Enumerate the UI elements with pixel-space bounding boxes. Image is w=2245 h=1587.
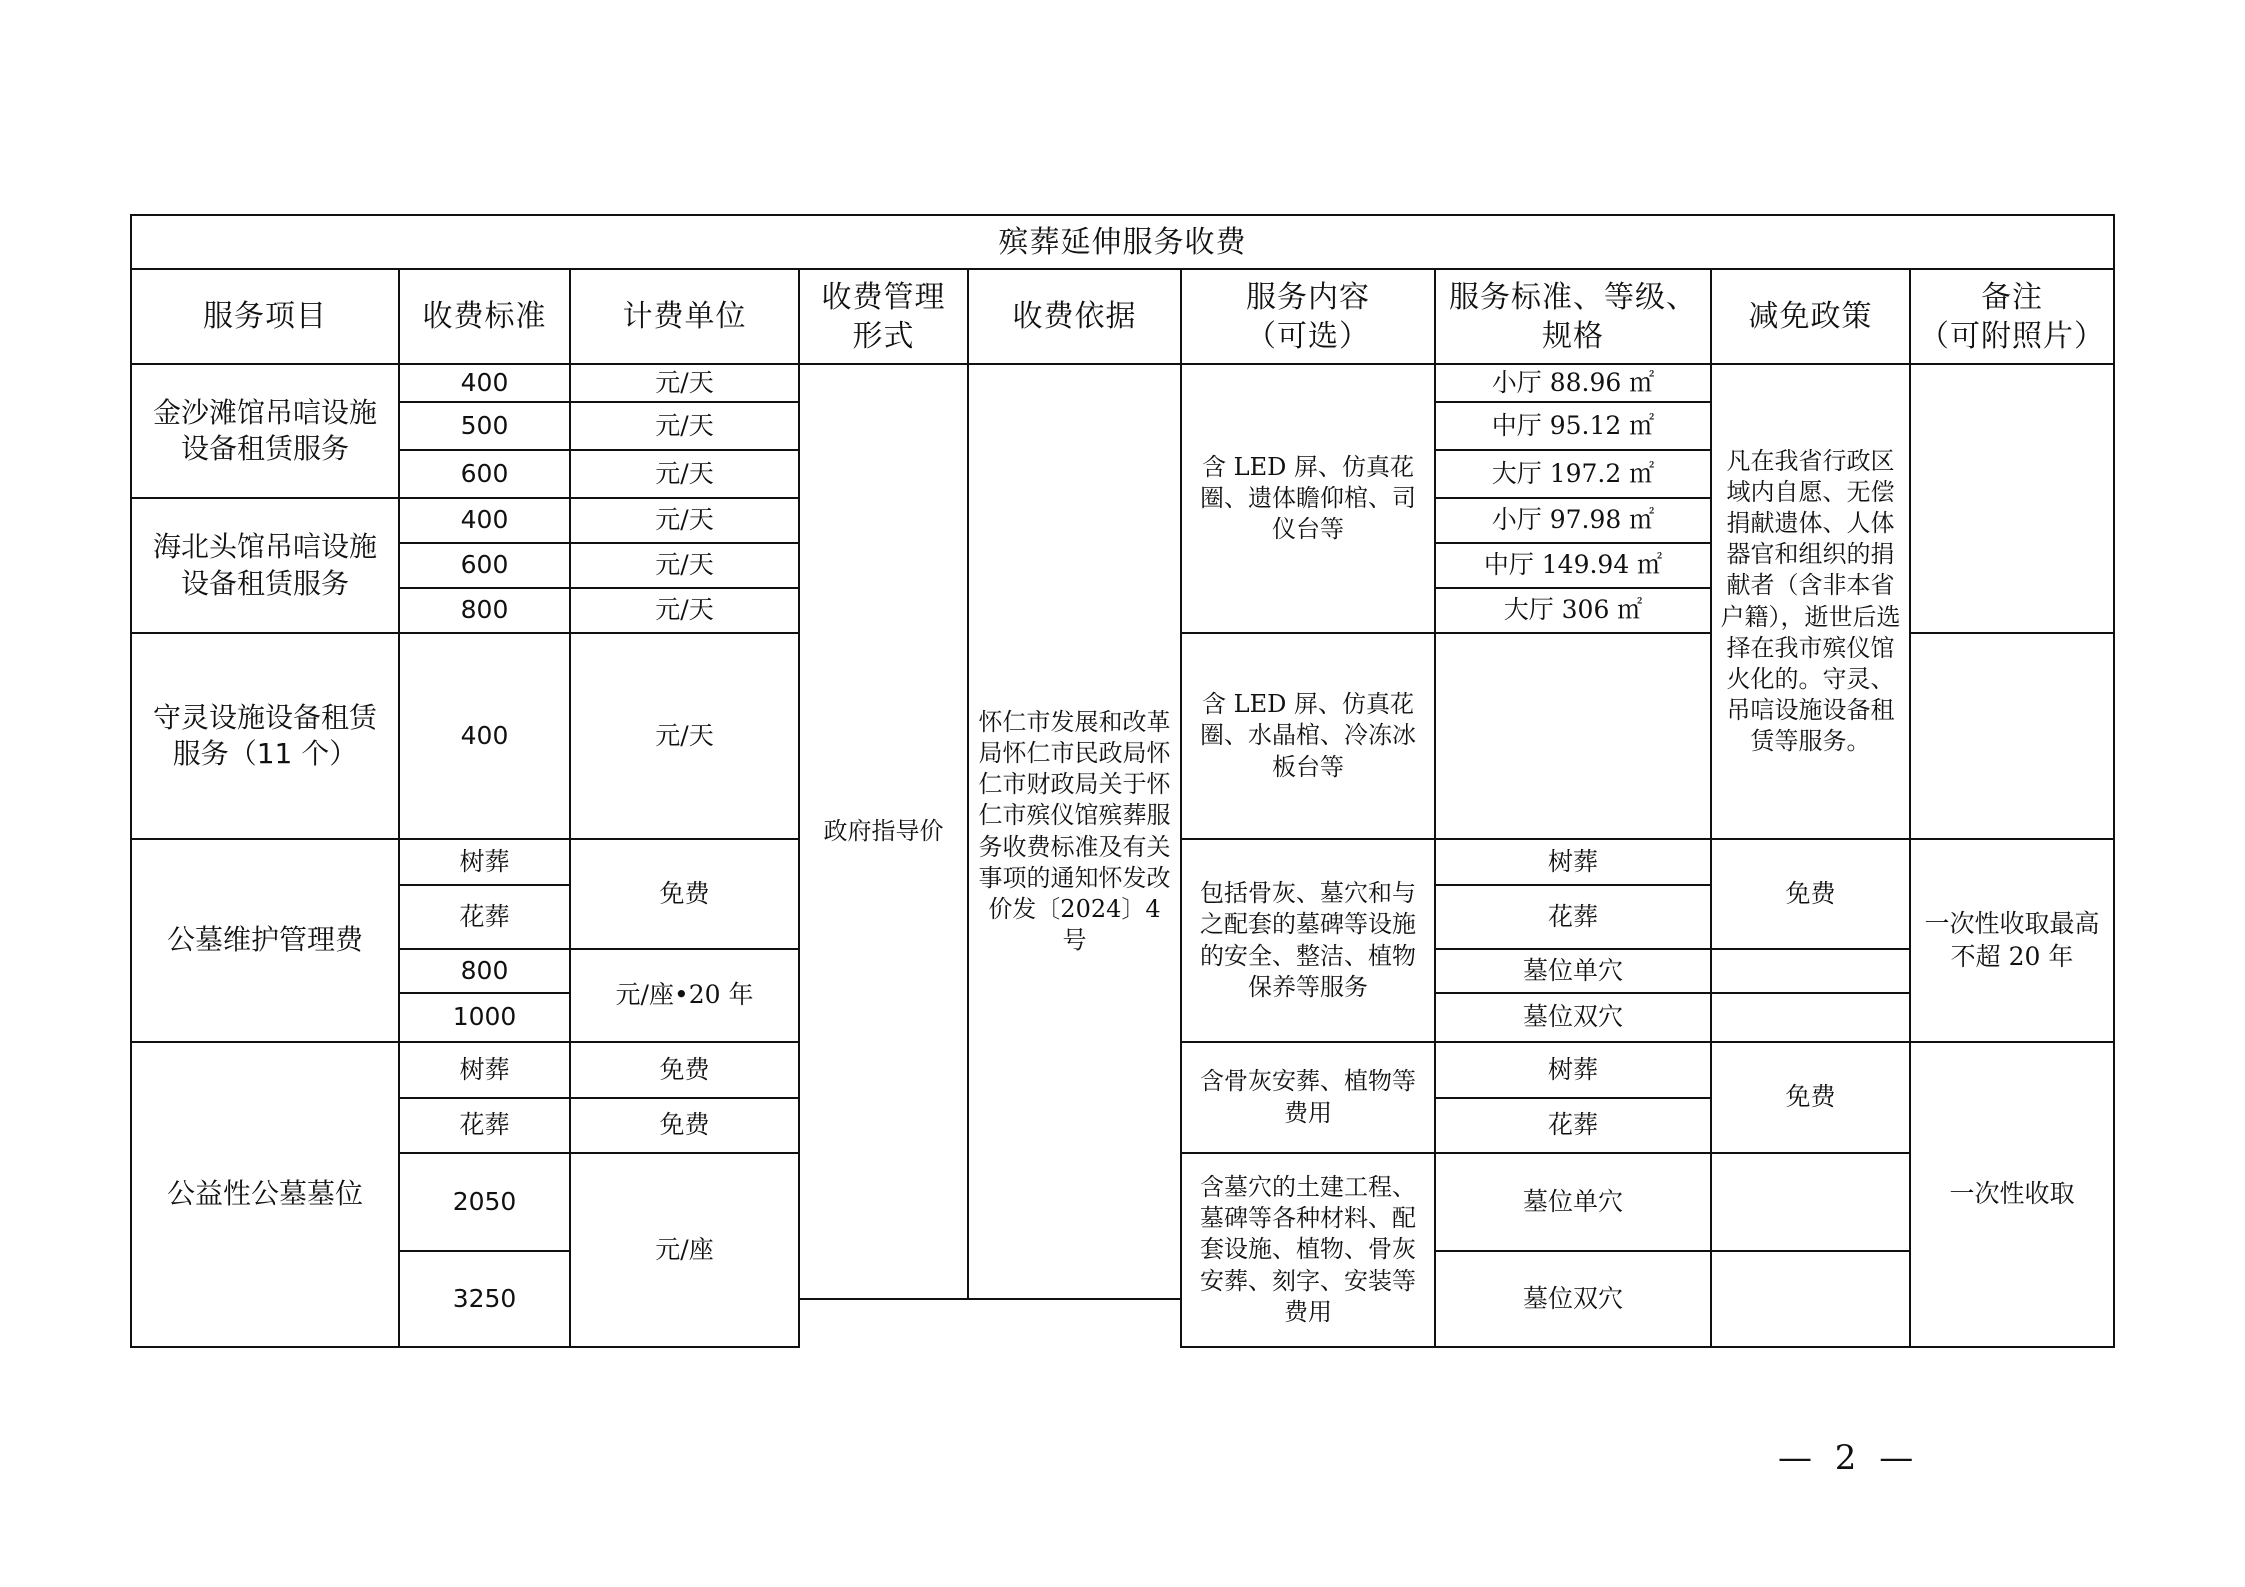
header-grade-line1: 服务标准、等级、 [1449, 279, 1697, 315]
unit-cell: 元/天 [570, 450, 799, 498]
price-cell: 600 [399, 450, 570, 498]
unit-cell: 元/天 [570, 498, 799, 543]
price-cell: 树葬 [399, 839, 570, 885]
unit-cell: 元/天 [570, 402, 799, 450]
spec-cell: 墓位双穴 [1435, 993, 1711, 1042]
fee-table [130, 214, 2115, 1348]
spec-cell: 小厅 97.98 ㎡ [1435, 498, 1711, 543]
spec-cell: 墓位单穴 [1435, 1153, 1711, 1251]
policy-empty-cell [1711, 993, 1910, 1042]
spec-cell: 花葬 [1435, 885, 1711, 949]
header-item: 服务项目 [131, 269, 399, 364]
price-cell: 800 [399, 949, 570, 993]
jinshatan-item: 金沙滩馆吊唁设施设备租赁服务 [131, 364, 399, 498]
maintenance-paid-unit: 元/座•20 年 [570, 949, 799, 1042]
publicgrave-item: 公益性公墓墓位 [131, 1042, 399, 1347]
header-content [1181, 269, 1435, 364]
header-remark-line2: （可附照片） [1919, 318, 2106, 354]
price-cell: 2050 [399, 1153, 570, 1251]
spec-cell: 中厅 149.94 ㎡ [1435, 543, 1711, 588]
price-cell: 树葬 [399, 1042, 570, 1098]
header-mgmt [799, 269, 968, 364]
unit-cell: 元/天 [570, 588, 799, 633]
header-grade [1435, 269, 1711, 364]
price-cell: 400 [399, 633, 570, 839]
publicgrave-grave-content: 含墓穴的土建工程、墓碑等各种材料、配套设施、植物、骨灰安葬、刻字、安装等费用 [1181, 1153, 1435, 1347]
header-unit: 计费单位 [570, 269, 799, 364]
spec-cell: 中厅 95.12 ㎡ [1435, 402, 1711, 450]
price-cell: 1000 [399, 993, 570, 1042]
maintenance-item: 公墓维护管理费 [131, 839, 399, 1042]
header-mgmt-line1: 收费管理 [821, 279, 946, 315]
header-policy: 减免政策 [1711, 269, 1910, 364]
header-remark [1910, 269, 2114, 364]
maintenance-content-cell: 包括骨灰、墓穴和与之配套的墓碑等设施的安全、整洁、植物保养等服务 [1181, 839, 1435, 1042]
header-grade-line2: 规格 [1542, 318, 1604, 354]
publicgrave-eco-content: 含骨灰安葬、植物等费用 [1181, 1042, 1435, 1153]
price-cell: 400 [399, 498, 570, 543]
maintenance-free-unit: 免费 [570, 839, 799, 949]
publicgrave-remark: 一次性收取 [1910, 1042, 2114, 1347]
publicgrave-policy: 免费 [1711, 1042, 1910, 1153]
header-standard: 收费标准 [399, 269, 570, 364]
header-row [131, 269, 2114, 364]
spec-empty-cell [1435, 633, 1711, 839]
hall-content-cell: 含 LED 屏、仿真花圈、遗体瞻仰棺、司仪台等 [1181, 364, 1435, 633]
table-row [131, 364, 2114, 402]
remark-empty-cell [1910, 364, 2114, 633]
header-mgmt-line2: 形式 [852, 318, 915, 354]
spec-cell: 大厅 197.2 ㎡ [1435, 450, 1711, 498]
policy-empty-cell [1711, 1153, 1910, 1251]
maintenance-remark: 一次性收取最高不超 20 年 [1910, 839, 2114, 1042]
price-cell: 花葬 [399, 885, 570, 949]
price-cell: 800 [399, 588, 570, 633]
price-cell: 500 [399, 402, 570, 450]
unit-cell: 免费 [570, 1098, 799, 1153]
spec-cell: 小厅 88.96 ㎡ [1435, 364, 1711, 402]
header-basis: 收费依据 [968, 269, 1181, 364]
spec-cell: 树葬 [1435, 839, 1711, 885]
spec-cell: 墓位单穴 [1435, 949, 1711, 993]
header-content-line1: 服务内容 [1246, 279, 1370, 315]
shouling-item: 守灵设施设备租赁服务（11 个） [131, 633, 399, 839]
policy-empty-cell [1711, 1251, 1910, 1347]
basis-cell: 怀仁市发展和改革局怀仁市民政局怀仁市财政局关于怀仁市殡仪馆殡葬服务收费标准及有关事项的通知怀发改价发〔2024〕4 号 [968, 364, 1181, 1299]
unit-cell: 元/天 [570, 543, 799, 588]
unit-cell: 元/天 [570, 633, 799, 839]
price-cell: 600 [399, 543, 570, 588]
spec-cell: 墓位双穴 [1435, 1251, 1711, 1347]
spec-cell: 树葬 [1435, 1042, 1711, 1098]
page-number: — 2 — [1778, 1438, 1920, 1478]
remark-empty-cell [1910, 633, 2114, 839]
price-cell: 400 [399, 364, 570, 402]
spec-cell: 花葬 [1435, 1098, 1711, 1153]
policy-cell: 凡在我省行政区域内自愿、无偿捐献遗体、人体器官和组织的捐献者（含非本省户籍），逝世后选择在我市殡仪馆火化的。守灵、吊唁设施设备租赁等服务。 [1711, 364, 1910, 839]
maintenance-policy: 免费 [1711, 839, 1910, 949]
header-content-line2: （可选） [1246, 318, 1370, 354]
header-remark-line1: 备注 [1981, 279, 2044, 315]
publicgrave-paid-unit: 元/座 [570, 1153, 799, 1347]
table-title: 殡葬延伸服务收费 [131, 215, 2114, 269]
mgmt-form-cell: 政府指导价 [799, 364, 968, 1299]
price-cell: 花葬 [399, 1098, 570, 1153]
unit-cell: 免费 [570, 1042, 799, 1098]
policy-empty-cell [1711, 949, 1910, 993]
haibeitou-item: 海北头馆吊唁设施设备租赁服务 [131, 498, 399, 633]
price-cell: 3250 [399, 1251, 570, 1347]
shouling-content-cell: 含 LED 屏、仿真花圈、水晶棺、冷冻冰板台等 [1181, 633, 1435, 839]
spec-cell: 大厅 306 ㎡ [1435, 588, 1711, 633]
unit-cell: 元/天 [570, 364, 799, 402]
